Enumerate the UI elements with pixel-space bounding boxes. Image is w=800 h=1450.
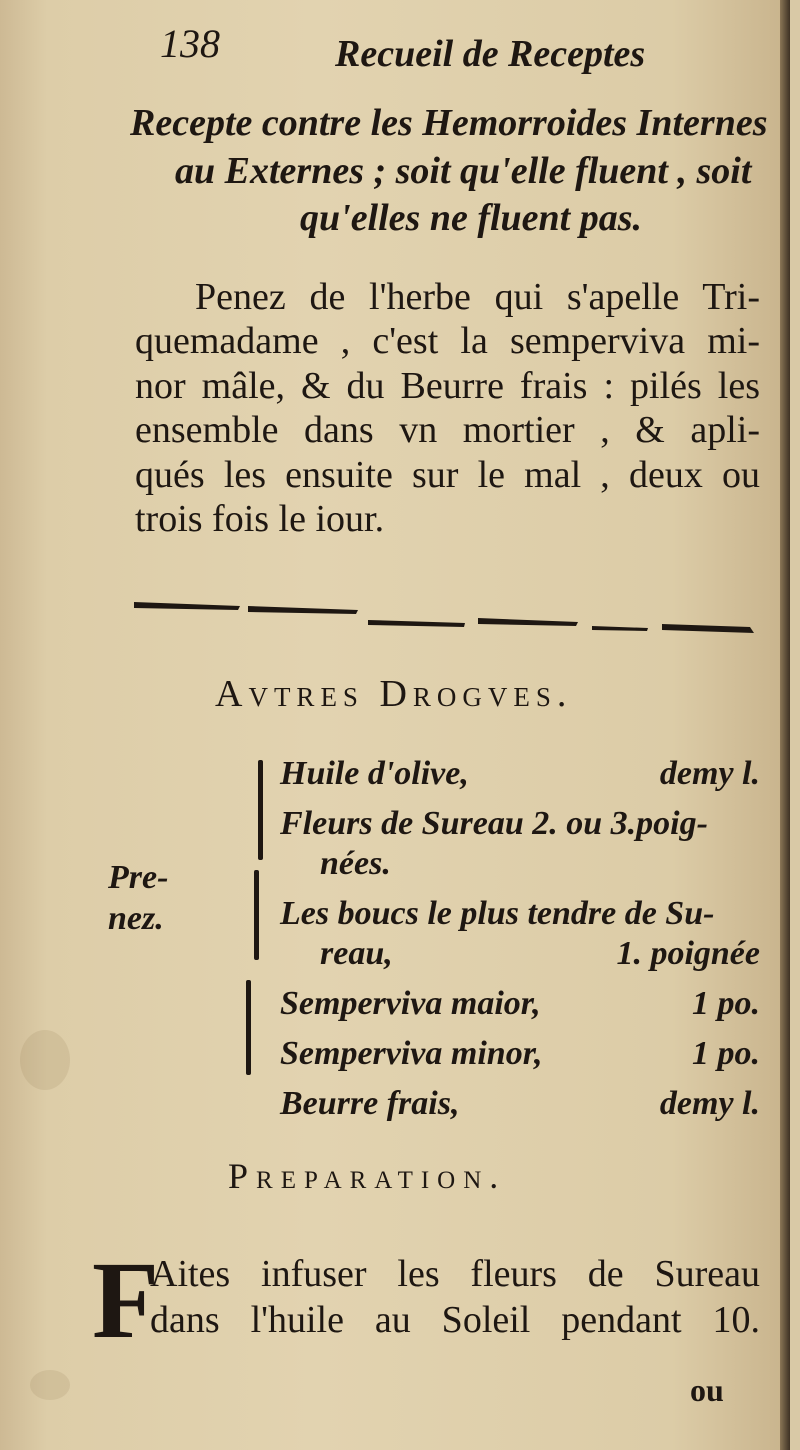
drop-cap: F xyxy=(92,1239,160,1361)
ingredient-name: Huile d'olive, xyxy=(280,755,469,792)
body-line: nor mâle, & du Beurre frais : pilés les xyxy=(135,364,760,407)
paper-stain xyxy=(20,1030,70,1090)
ingredient-name: Beurre frais, xyxy=(280,1085,460,1122)
body-line: Penez de l'herbe qui s'apelle Tri- xyxy=(195,276,760,318)
brace-line xyxy=(246,980,251,1075)
body-line: trois fois le iour. xyxy=(135,498,385,541)
ingredient-qty: demy l. xyxy=(659,755,760,792)
ingredient-name-cont: nées. xyxy=(320,845,391,882)
ingredient-name: Fleurs de Sureau 2. ou 3.poig- xyxy=(280,805,708,842)
preparation-line: Aites infuser les fleurs de Sureau xyxy=(150,1253,760,1295)
page-header xyxy=(160,20,760,80)
recipe-body xyxy=(135,275,760,542)
preparation-line: dans l'huile au Soleil pendant 10. xyxy=(150,1298,760,1341)
catchword: ou xyxy=(690,1372,724,1408)
ornamental-rule xyxy=(130,600,758,640)
recipe-title-line: au Externes ; soit qu'elle fluent , soit xyxy=(175,149,752,192)
ingredient-name: Les boucs le plus tendre de Su- xyxy=(280,895,715,932)
section-heading-autres-drogues: Avtres Drogves. xyxy=(215,673,573,715)
prenez-label xyxy=(108,858,188,940)
recipe-title-line: qu'elles ne fluent pas. xyxy=(300,197,643,239)
brace-line xyxy=(254,870,259,960)
body-line: ensemble dans vn mortier , & apli- xyxy=(135,409,760,452)
recipe-title xyxy=(130,100,770,243)
prenez-line: nez. xyxy=(108,899,164,937)
running-title: Recueil de Receptes xyxy=(335,33,646,75)
section-heading-preparation: Preparation. xyxy=(228,1156,507,1196)
body-line: quemadame , c'est la semperviva mi- xyxy=(135,320,760,363)
book-gutter xyxy=(780,0,790,1450)
brace-line xyxy=(258,760,263,860)
recipe-title-line: Recepte contre les Hemorroides Internes xyxy=(130,102,768,144)
ingredient-qty: demy l. xyxy=(659,1085,760,1122)
page-number: 138 xyxy=(160,21,220,66)
ingredient-name: Semperviva minor, xyxy=(280,1035,543,1072)
ingredient-qty: 1 po. xyxy=(692,1035,760,1072)
prenez-line: Pre- xyxy=(108,859,169,896)
ingredient-name: Semperviva maior, xyxy=(280,985,541,1022)
ingredient-qty: 1. poignée xyxy=(616,935,760,972)
preparation-text xyxy=(150,1252,760,1343)
ingredient-qty: 1 po. xyxy=(692,985,760,1022)
body-line: qués les ensuite sur le mal , deux ou xyxy=(135,453,760,496)
ingredient-name-cont: reau, xyxy=(320,935,393,972)
paper-stain xyxy=(30,1370,70,1400)
